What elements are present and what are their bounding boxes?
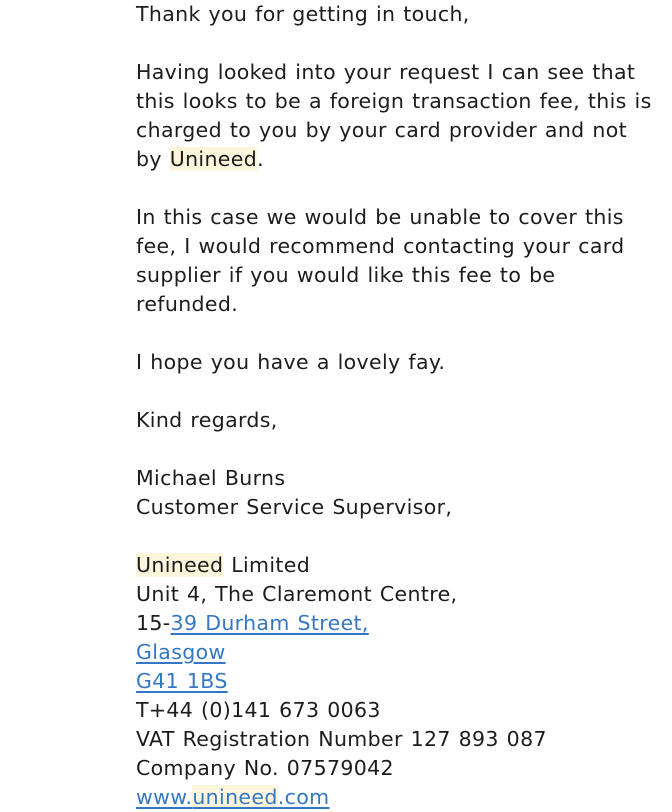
well-wish: I hope you have a lovely fay. xyxy=(136,350,446,374)
address-line: Unit 4, The Claremont Centre, xyxy=(136,582,458,606)
paragraph-recommendation xyxy=(136,203,656,319)
postcode-link[interactable]: G41 1BS xyxy=(136,669,228,693)
street-number-prefix: 15- xyxy=(136,611,171,635)
paragraph-line: fee, I would recommend contacting your card xyxy=(136,234,625,258)
company-number: Company No. 07579042 xyxy=(136,756,394,780)
paragraph-fee-explanation xyxy=(136,58,656,174)
paragraph-line: In this case we would be unable to cover this xyxy=(136,205,624,229)
text-prefix: by xyxy=(136,147,170,171)
paragraph-line: charged to you by your card provider and not xyxy=(136,118,628,142)
street-line xyxy=(136,609,656,638)
company-details xyxy=(136,551,656,812)
paragraph-gap xyxy=(136,319,656,348)
greeting: Thank you for getting in touch, xyxy=(136,2,470,26)
paragraph-line xyxy=(136,145,656,174)
closing: Kind regards, xyxy=(136,408,278,432)
paragraph-gap xyxy=(136,29,656,58)
vat-number: VAT Registration Number 127 893 087 xyxy=(136,727,547,751)
website-prefix: www. xyxy=(136,785,193,809)
website-line xyxy=(136,783,656,812)
text-suffix: . xyxy=(257,147,264,171)
city-link[interactable]: Glasgow xyxy=(136,640,226,664)
paragraph-gap xyxy=(136,174,656,203)
phone-number: T+44 (0)141 673 0063 xyxy=(136,698,381,722)
highlighted-company-name: Unineed xyxy=(136,553,224,577)
paragraph-gap xyxy=(136,435,656,464)
website-suffix: .com xyxy=(277,785,330,809)
signature-block xyxy=(136,464,656,522)
signature-name: Michael Burns xyxy=(136,466,286,490)
paragraph-line: refunded. xyxy=(136,292,239,316)
city-line xyxy=(136,638,656,667)
paragraph-gap xyxy=(136,522,656,551)
company-name xyxy=(136,551,656,580)
website-link[interactable] xyxy=(136,785,329,809)
paragraph-line: this looks to be a foreign transaction fee, this is xyxy=(136,89,652,113)
signature-title: Customer Service Supervisor, xyxy=(136,495,453,519)
paragraph-line: Having looked into your request I can see that xyxy=(136,60,636,84)
highlighted-company-name: Unineed xyxy=(169,147,258,171)
company-name-suffix: Limited xyxy=(223,553,311,577)
street-address-link[interactable]: 39 Durham Street, xyxy=(170,611,369,635)
website-highlight: unineed xyxy=(192,785,278,809)
email-body xyxy=(136,0,656,812)
paragraph-gap xyxy=(136,377,656,406)
postcode-line xyxy=(136,667,656,696)
paragraph-line: supplier if you would like this fee to be xyxy=(136,263,556,287)
